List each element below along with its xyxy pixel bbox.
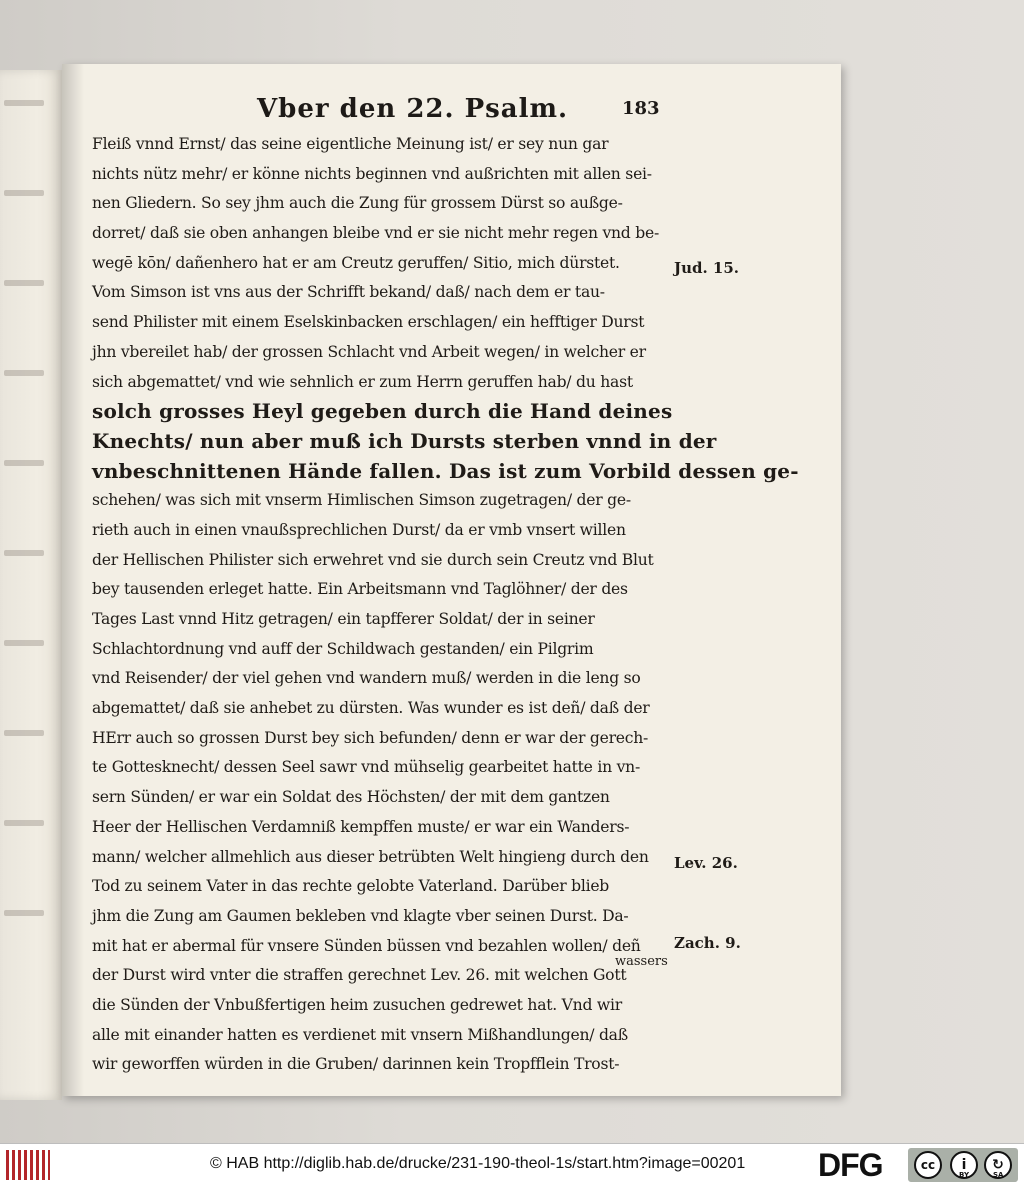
marginal-note: Jud. 15. (674, 259, 740, 277)
text-line: Tages Last vnnd Hitz getragen/ ein tapfferer Soldat/ der in seiner (92, 610, 595, 628)
cc-license-badge[interactable] (908, 1148, 1018, 1182)
spine-shadow (62, 64, 84, 1096)
marginal-note: Lev. 26. (674, 854, 738, 872)
text-line: Vom Simson ist vns aus der Schrifft bekand/ daß/ nach dem er tau- (92, 283, 605, 302)
text-line: Heer der Hellischen Verdamniß kempffen muste/ er war ein Wanders- (92, 817, 630, 836)
text-line: der Hellischen Philister sich erwehret vnd sie durch sein Creutz vnd Blut (92, 550, 654, 569)
by-label: BY (959, 1171, 970, 1179)
text-line: mann/ welcher allmehlich aus dieser betrübten Welt hingieng durch den (92, 847, 649, 866)
text-line: send Philister mit einem Eselskinbacken erschlagen/ ein hefftiger Durst (92, 313, 645, 332)
text-line: bey tausenden erleget hatte. Ein Arbeitsmann vnd Taglöhner/ der des (92, 580, 628, 599)
text-line: jhm die Zung am Gaumen bekleben vnd klagte vber seinen Durst. Da- (92, 906, 629, 925)
person-icon: i (950, 1151, 978, 1179)
text-line: abgemattet/ daß sie anhebet zu dürsten. Was wunder es ist deñ/ daß der (92, 699, 650, 718)
text-line: alle mit einander hatten es verdienet mit vnsern Mißhandlungen/ daß (92, 1025, 628, 1044)
catchword: wassers (615, 954, 668, 969)
text-line: dorret/ daß sie oben anhangen bleibe vnd er sie nicht mehr regen vnd be- (92, 224, 659, 243)
text-line: rieth auch in einen vnaußsprechlichen Durst/ da er vmb vnsert willen (92, 520, 626, 539)
text-line: wegē kōn/ dañenhero hat er am Creutz geruffen/ Sitio, mich dürstet. (92, 253, 620, 272)
text-line: der Durst wird vnter die straffen gerechnet Lev. 26. mit welchen Gott (92, 966, 627, 985)
marginal-note: Zach. 9. (674, 934, 741, 952)
text-line: nen Gliedern. So sey jhm auch die Zung für grossem Dürst so außge- (92, 194, 623, 213)
text-line: vnbeschnittenen Hände fallen. Das ist zum Vorbild dessen ge- (92, 458, 799, 483)
text-line: sich abgemattet/ vnd wie sehnlich er zum Herrn geruffen hab/ du hast (92, 372, 633, 391)
previous-page-edge (0, 70, 62, 1100)
text-line: te Gottesknecht/ dessen Seel sawr vnd mühselig gearbeitet hatte in vn- (92, 758, 640, 777)
text-line: Knechts/ nun aber muß ich Dursts sterben vnnd in der (92, 428, 717, 453)
source-credit[interactable]: © HAB http://diglib.hab.de/drucke/231-190-theol-1s/start.htm?image=00201 (210, 1155, 746, 1172)
text-line: wir geworffen würden in die Gruben/ darinnen kein Tropfflein Trost- (92, 1055, 620, 1074)
running-head: Vber den 22. Psalm. (257, 94, 569, 124)
share-alike-icon: ↻ (984, 1151, 1012, 1179)
hab-barcode-logo (6, 1150, 50, 1180)
page-number: 183 (622, 98, 660, 119)
text-line: Fleiß vnnd Ernst/ das seine eigentliche Meinung ist/ er sey nun gar (92, 135, 609, 153)
text-line: Tod zu seinem Vater in das rechte gelobte Vaterland. Darüber blieb (92, 877, 610, 896)
cc-icon: cc (914, 1151, 942, 1179)
dfg-logo[interactable]: DFG (818, 1147, 883, 1183)
text-line: die Sünden der Vnbußfertigen heim zusuchen gedrewet hat. Vnd wir (92, 995, 622, 1014)
text-line: HErr auch so grossen Durst bey sich befunden/ denn er war der gerech- (92, 728, 649, 747)
viewer-footer (0, 1143, 1024, 1186)
text-line: mit hat er abermal für vnsere Sünden büssen vnd bezahlen wollen/ deñ (92, 936, 641, 955)
text-line: solch grosses Heyl gegeben durch die Hand deines (92, 399, 673, 424)
sa-label: SA (993, 1171, 1004, 1179)
book-page (62, 64, 841, 1096)
text-line: nichts nütz mehr/ er könne nichts beginnen vnd außrichten mit allen sei- (92, 164, 652, 183)
text-line: jhn vbereilet hab/ der grossen Schlacht vnd Arbeit wegen/ in welcher er (92, 342, 646, 361)
text-line: schehen/ was sich mit vnserm Himlischen Simson zugetragen/ der ge- (92, 491, 631, 510)
text-line: vnd Reisender/ der viel gehen vnd wandern muß/ werden in die leng so (92, 669, 641, 688)
text-line: sern Sünden/ er war ein Soldat des Höchsten/ der mit dem gantzen (92, 788, 610, 807)
text-line: Schlachtordnung vnd auff der Schildwach gestanden/ ein Pilgrim (92, 639, 594, 658)
